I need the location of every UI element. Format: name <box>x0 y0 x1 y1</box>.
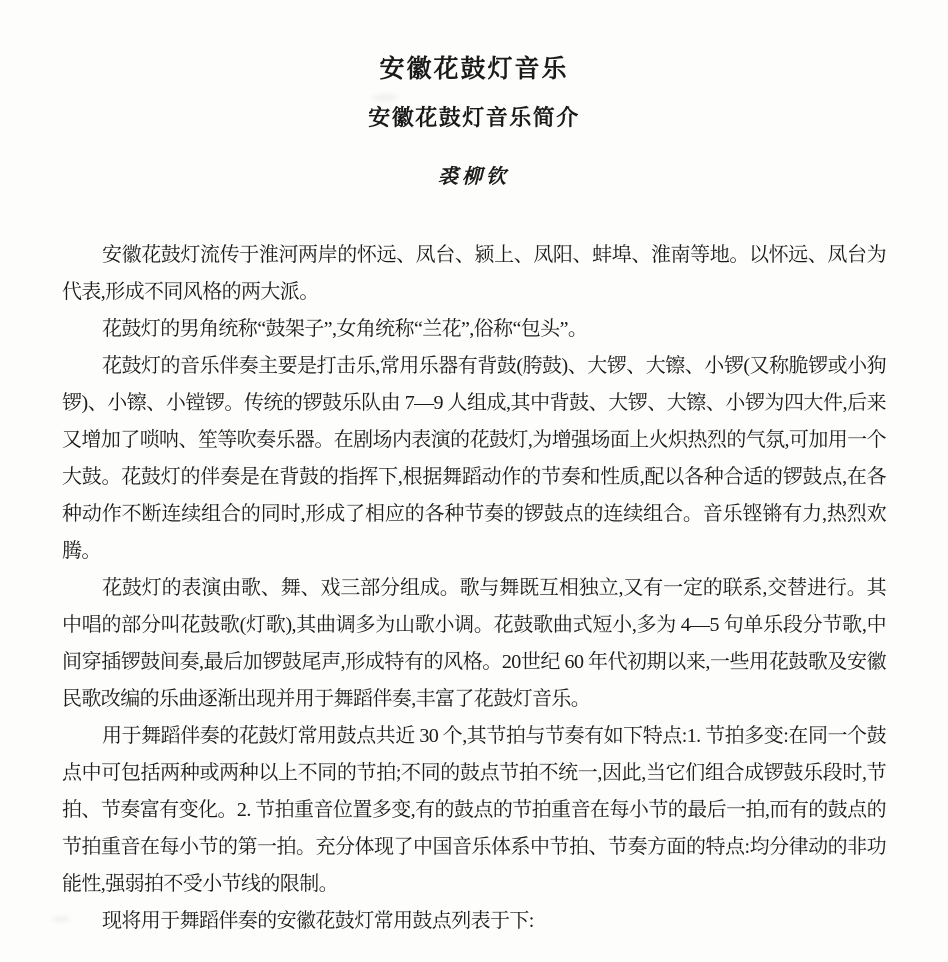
document-title: 安徽花鼓灯音乐 <box>379 56 569 83</box>
paragraph-table-intro: 现将用于舞蹈伴奏的安徽花鼓灯常用鼓点列表于下: <box>102 910 534 932</box>
scan-smudge <box>372 94 398 101</box>
document-subtitle: 安徽花鼓灯音乐简介 <box>368 105 580 130</box>
document-body <box>62 237 886 940</box>
paragraph-rhythm-features: 用于舞蹈伴奏的花鼓灯常用鼓点共近 30 个,其节拍与节奏有如下特点:1. 节拍多变:在同一个鼓点中可包括两种或两种以上不同的节拍;不同的鼓点节拍不统一,因此,当它们组合成锣鼓乐段时,节拍、节奏富有变化。2. 节拍重音位置多变,有的鼓点的节拍重音在每小节的最后一拍,而有的鼓点的节拍重音在每小节的第一拍。充分体现了中国音乐体系中节拍、节奏方面的特点:均分律动的非功能性,强弱拍不受小节线的限制。 <box>62 725 886 895</box>
author-name: 裘柳钦 <box>438 166 510 188</box>
scan-smudge <box>52 916 70 922</box>
paragraph-roles: 花鼓灯的男角统称“鼓架子”,女角统称“兰花”,俗称“包头”。 <box>102 318 588 340</box>
paragraph-regions: 安徽花鼓灯流传于淮河两岸的怀远、凤台、颍上、凤阳、蚌埠、淮南等地。以怀远、凤台为代表,形成不同风格的两大派。 <box>62 244 886 303</box>
paragraph-instruments: 花鼓灯的音乐伴奏主要是打击乐,常用乐器有背鼓(胯鼓)、大锣、大镲、小锣(又称脆锣或小狗锣)、小镲、小镗锣。传统的锣鼓乐队由 7—9 人组成,其中背鼓、大锣、大镲、小锣为四大件,后来又增加了唢呐、笙等吹奏乐器。在剧场内表演的花鼓灯,为增强场面上火炽热烈的气氛,可加用一个大鼓。花鼓灯的伴奏是在背鼓的指挥下,根据舞蹈动作的节奏和性质,配以各种合适的锣鼓点,在各种动作不断连续组合的同时,形成了相应的各种节奏的锣鼓点的连续组合。音乐铿锵有力,热烈欢腾。 <box>62 355 886 562</box>
paragraph-performance: 花鼓灯的表演由歌、舞、戏三部分组成。歌与舞既互相独立,又有一定的联系,交替进行。其中唱的部分叫花鼓歌(灯歌),其曲调多为山歌小调。花鼓歌曲式短小,多为 4—5 句单乐段分节歌,中间穿插锣鼓间奏,最后加锣鼓尾声,形成特有的风格。20世纪 60 年代初期以来,一些用花鼓歌及安徽民歌改编的乐曲逐渐出现并用于舞蹈伴奏,丰富了花鼓灯音乐。 <box>62 577 886 710</box>
